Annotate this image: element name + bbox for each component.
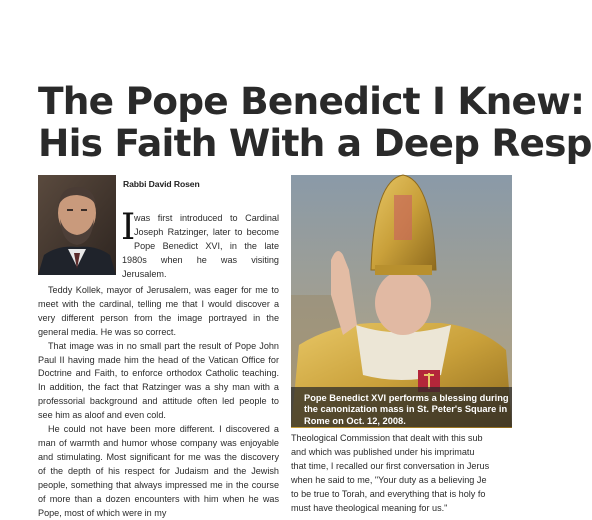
body-column (38, 284, 279, 520)
paragraph-3: He could not have been more different. I discovered a man of warmth and humor whose company was enjoyable and stimulating. Most significant for me was the discovery of the depth of his respect for Judaism and the Jewish people, something that always impressed me in the course of more than a dozen encounters with him when he was Pope, most of which were in my (38, 424, 279, 518)
author-photo (38, 175, 116, 275)
right-line-4: when he said to me, "Your duty as a believing Je (291, 474, 487, 485)
right-line-1: Theological Commission that dealt with this sub (291, 433, 483, 443)
caption-line-1: Pope Benedict XVI performs a blessing during (304, 393, 509, 403)
paragraph-2: That image was in no small part the result of Pope John Paul II having made him the head of the Vatican Office for Doctrine and Faith, to enforce orthodox Catholic teaching. In addition, the fact that Ratzinger was a shy man with a professorial background and attitude often led people to see him as aloof and even cold. (38, 340, 279, 421)
caption-line-3: Rome on Oct. 12, 2008. (304, 415, 406, 426)
headline (38, 80, 592, 164)
author-byline: Rabbi David Rosen (123, 179, 200, 189)
drop-cap: I (121, 207, 136, 248)
headline-line-2: His Faith With a Deep Resp (38, 121, 592, 165)
intro-paragraph (121, 207, 279, 282)
right-line-2: and which was published under his imprimatu (291, 446, 475, 457)
headline-line-1: The Pope Benedict I Knew: (38, 79, 585, 123)
intro-text: was first introduced to Cardinal Joseph Ratzinger, later to become Pope Benedict XVI, in the late 1980s when he was visiting Jerusalem. (122, 213, 279, 279)
paragraph-1: Teddy Kollek, mayor of Jerusalem, was eager for me to meet with the cardinal, telling me that I would discover a very different person from the image portrayed in the general media. He was so correct. (38, 285, 279, 337)
right-line-3: that time, I recalled our first conversation in Jerus (291, 460, 490, 471)
caption-line-2: the canonization mass in St. Peter's Square in (304, 404, 508, 415)
right-column (291, 432, 531, 515)
photo-caption (291, 387, 512, 427)
right-line-6: must have theological meaning for us." (291, 502, 448, 513)
right-line-5: to be true to Torah, and everything that is holy fo (291, 488, 486, 499)
